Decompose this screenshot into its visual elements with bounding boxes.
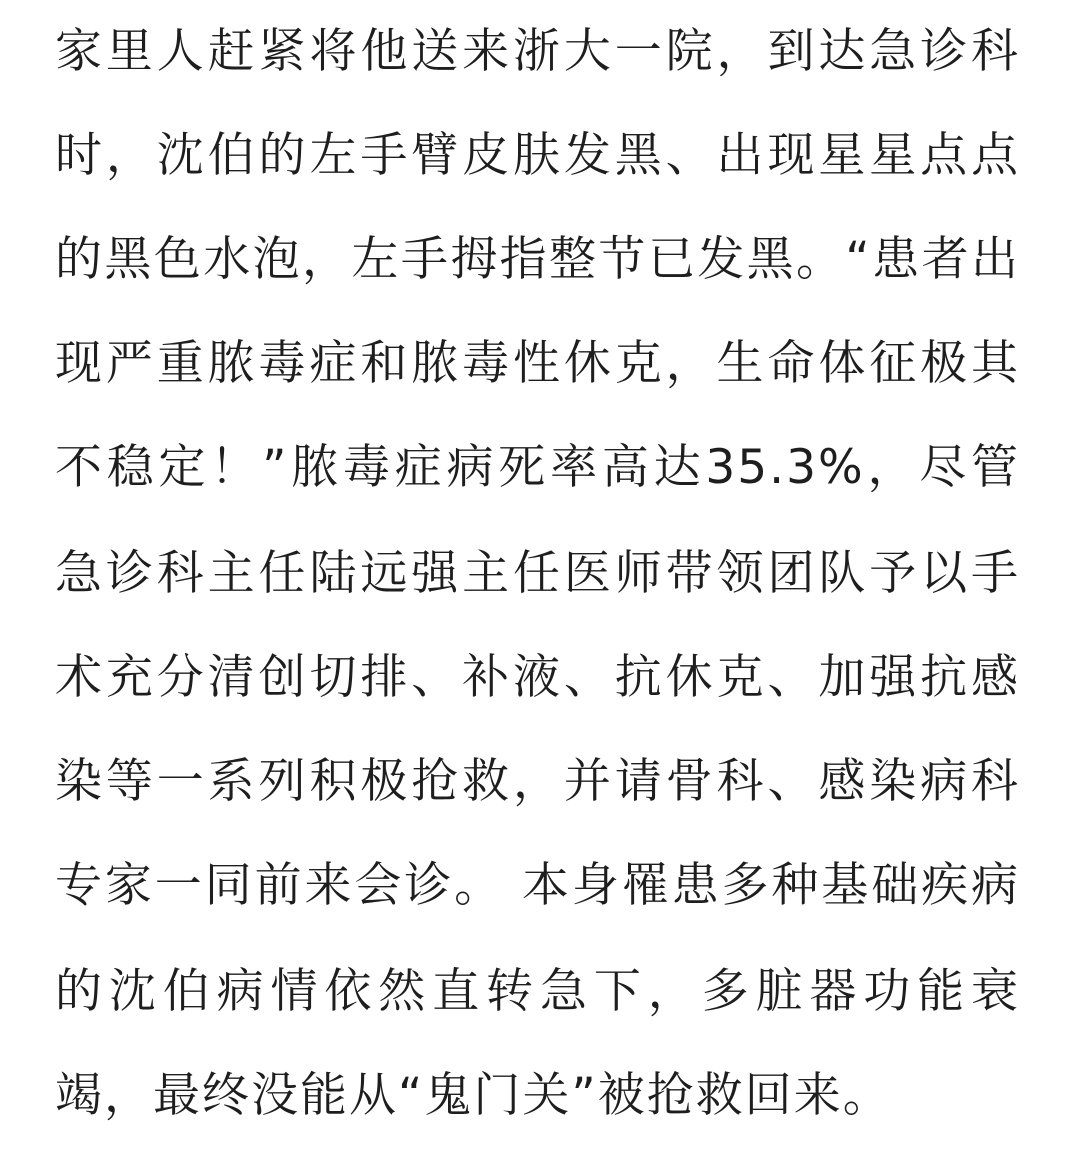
paragraph-line-2: 时，沈伯的左手臂皮肤发黑、出现星星点点 [55,128,1020,183]
paragraph-line-1: 家里人赶紧将他送来浙大一院，到达急诊科 [55,24,1020,79]
paragraph-line-3: 的黑色水泡，左手拇指整节已发黑。“患者出 [55,232,1020,287]
paragraph-line-5: 不稳定！”脓毒症病死率高达35.3%，尽管 [55,440,1020,495]
paragraph-line-10: 的沈伯病情依然直转急下，多脏器功能衰 [55,964,1020,1019]
paragraph-line-9: 专家一同前来会诊。 本身罹患多种基础疾病 [55,858,1020,913]
paragraph-line-6: 急诊科主任陆远强主任医师带领团队予以手 [55,546,1020,601]
paragraph-line-4: 现严重脓毒症和脓毒性休克，生命体征极其 [55,336,1020,391]
paragraph-line-8: 染等一系列积极抢救，并请骨科、感染病科 [55,754,1020,809]
paragraph-line-7: 术充分清创切排、补液、抗休克、加强抗感 [55,650,1020,705]
paragraph-line-11: 竭，最终没能从“鬼门关”被抢救回来。 [55,1068,892,1123]
